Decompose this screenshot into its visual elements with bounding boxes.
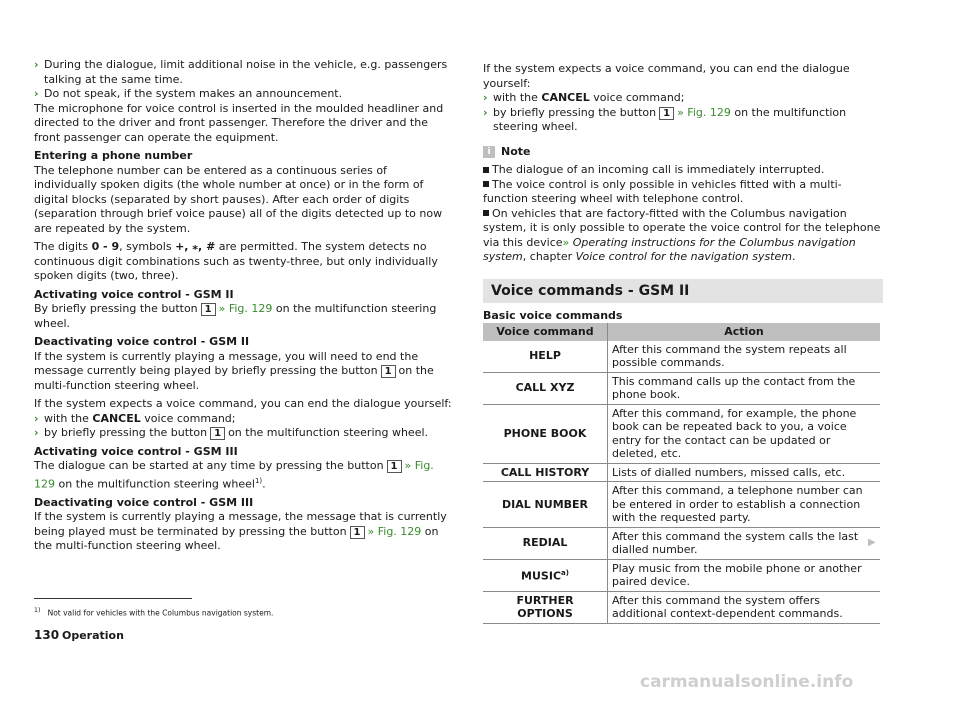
- square-bullet-icon: [483, 181, 489, 187]
- action-cell: After this command the system offers additional context-dependent commands.: [608, 591, 881, 623]
- table-row: [483, 404, 880, 463]
- bullet-no-speak: › Do not speak, if the system makes an announcement.: [34, 87, 343, 100]
- square-bullet-icon: [483, 210, 489, 216]
- voice-command-cell: FURTHER OPTIONS: [483, 591, 608, 623]
- heading-deactivate-gsm3: Deactivating voice control - GSM III: [34, 495, 254, 509]
- deactivate-gsm3-paragraph: If the system is currently playing a message, the message that is currently being played must be terminated by pressing the button 1 » Fig. 129 on the multi-function steering wheel.: [34, 510, 447, 553]
- expects-paragraph: If the system expects a voice command, you can end the dialogue yourself:: [34, 397, 452, 410]
- action-cell: After this command, a telephone number can be entered in order to establish a connection with the requested party.: [608, 482, 881, 528]
- button-1-symbol: 1: [350, 526, 365, 539]
- footnote: $^{1)}$ Not valid for vehicles with the Columbus navigation system.: [34, 607, 274, 618]
- button-1-symbol: 1: [210, 427, 225, 440]
- col-action: Action: [608, 323, 881, 341]
- action-cell: After this command the system calls the last dialled number.: [608, 527, 881, 559]
- fig-link[interactable]: » Fig. 129: [218, 302, 273, 315]
- col-voice-command: Voice command: [483, 323, 608, 341]
- action-cell: This command calls up the contact from the phone book.: [608, 372, 881, 404]
- table-row: [483, 341, 880, 373]
- voice-command-cell: PHONE BOOK: [483, 404, 608, 463]
- activate-gsm2-paragraph: By briefly pressing the button 1 » Fig. 129 on the multifunction steering wheel.: [34, 302, 437, 330]
- table-row: [483, 482, 880, 528]
- button-1-symbol: 1: [659, 107, 674, 120]
- action-cell: Play music from the mobile phone or another paired device.: [608, 559, 881, 591]
- watermark: carmanualsonline.info: [640, 672, 854, 692]
- footnote-rule: [34, 598, 192, 599]
- note-title: Note: [501, 144, 531, 158]
- continue-arrow-icon: ▶: [868, 537, 876, 548]
- bullet-brief-press-right: › by briefly pressing the button 1 » Fig. 129 on the multifunction steering wheel.: [483, 105, 847, 133]
- button-1-symbol: 1: [387, 460, 402, 473]
- table-row: [483, 527, 880, 559]
- fig-link[interactable]: » Fig. 129: [677, 105, 731, 119]
- activate-gsm3-paragraph: The dialogue can be started at any time by pressing the button 1 » Fig. 129 on the multifunction steering wheel$^{1)}$.: [34, 459, 434, 491]
- arrow-icon: ›: [34, 411, 39, 425]
- note-header: [483, 145, 883, 160]
- microphone-paragraph: The microphone for voice control is inserted in the moulded headliner and directed to the driver and front passenger. Therefore the driver and the front passenger can operate the equipment.: [34, 101, 444, 144]
- reference-arrow-link[interactable]: »: [562, 235, 570, 249]
- bullet-cancel-right: › with the CANCEL voice command;: [483, 91, 685, 104]
- fig-link[interactable]: » Fig. 129: [367, 524, 422, 538]
- note-item-1: The dialogue of an incoming call is immediately interrupted.: [483, 163, 883, 178]
- square-bullet-icon: [483, 167, 489, 173]
- note-item-3: On vehicles that are factory-fitted with the Columbus navigation system, it is only possible to operate the voice control for the telephone via this device» Operating instructions for the Columbus navigation system, chapter Voice control for the navigation system.: [483, 206, 881, 263]
- heading-activate-gsm2: Activating voice control - GSM II: [34, 287, 234, 301]
- note-item-2: The voice control is only possible in vehicles fitted with a multi-function steering wheel with telephone control.: [483, 177, 842, 205]
- heading-deactivate-gsm2: Deactivating voice control - GSM II: [34, 335, 250, 348]
- voice-command-cell: CALL HISTORY: [483, 463, 608, 482]
- voice-commands-table: [483, 323, 880, 624]
- heading-activate-gsm3: Activating voice control - GSM III: [34, 444, 238, 458]
- phone-number-paragraph: The telephone number can be entered as a continuous series of individually spoken digits (the whole number at once) or in the form of digital blocks (separated by short pauses). After each order of digits (separation through brief voice pause) all of the digits detected up to now are repeated by the system.: [34, 163, 443, 235]
- info-icon: i: [483, 146, 495, 158]
- right-column: [483, 62, 883, 624]
- arrow-icon: ›: [34, 58, 39, 71]
- voice-command-cell: MUSIC$^{a)}$: [483, 559, 608, 591]
- arrow-icon: ›: [34, 426, 39, 439]
- table-header-row: [483, 323, 880, 341]
- left-column: [34, 58, 452, 558]
- digits-paragraph: The digits 0 - 9, symbols +, ⁎, # are permitted. The system detects no continuous digit combinations such as twenty-three, but only individually spoken digits (two, three).: [34, 240, 438, 282]
- table-row: [483, 372, 880, 404]
- section-title: Voice commands - GSM II: [483, 279, 883, 303]
- voice-command-cell: CALL XYZ: [483, 372, 608, 404]
- voice-command-cell: REDIAL: [483, 527, 608, 559]
- footer-section: Operation: [62, 629, 124, 642]
- footnote-ref: 1): [254, 476, 263, 485]
- voice-command-cell: DIAL NUMBER: [483, 482, 608, 528]
- button-1-symbol: 1: [201, 303, 216, 316]
- arrow-icon: ›: [483, 105, 488, 119]
- table-caption: Basic voice commands: [483, 308, 623, 322]
- page-number: 130: [34, 628, 60, 642]
- heading-phone-number: Entering a phone number: [34, 149, 193, 162]
- bullet-noise: › During the dialogue, limit additional noise in the vehicle, e.g. passengers talking at the same time.: [34, 58, 448, 86]
- table-row: [483, 463, 880, 482]
- deactivate-gsm2-paragraph: If the system is currently playing a message, you will need to end the message currently being played by briefly pressing the button 1 on the multi-function steering wheel.: [34, 349, 434, 392]
- button-1-symbol: 1: [381, 365, 396, 378]
- fig-link[interactable]: » Fig. 129: [34, 459, 434, 491]
- arrow-icon: ›: [34, 87, 39, 100]
- action-cell: After this command the system repeats all possible commands.: [608, 341, 881, 373]
- table-row: [483, 559, 880, 591]
- expects-paragraph-right: If the system expects a voice command, you can end the dialogue yourself:: [483, 62, 850, 90]
- symbols: +, ⁎, #: [175, 240, 216, 253]
- action-cell: Lists of dialled numbers, missed calls, etc.: [608, 463, 881, 482]
- action-cell: After this command, for example, the phone book can be repeated back to you, a voice entry for the contact can be updated or deleted, etc.: [608, 404, 881, 463]
- table-row: [483, 591, 880, 623]
- bullet-cancel: › with the CANCEL voice command;: [34, 411, 236, 425]
- voice-command-cell: HELP: [483, 341, 608, 373]
- bullet-brief-press: › by briefly pressing the button 1 on the multifunction steering wheel.: [34, 426, 429, 439]
- arrow-icon: ›: [483, 91, 488, 104]
